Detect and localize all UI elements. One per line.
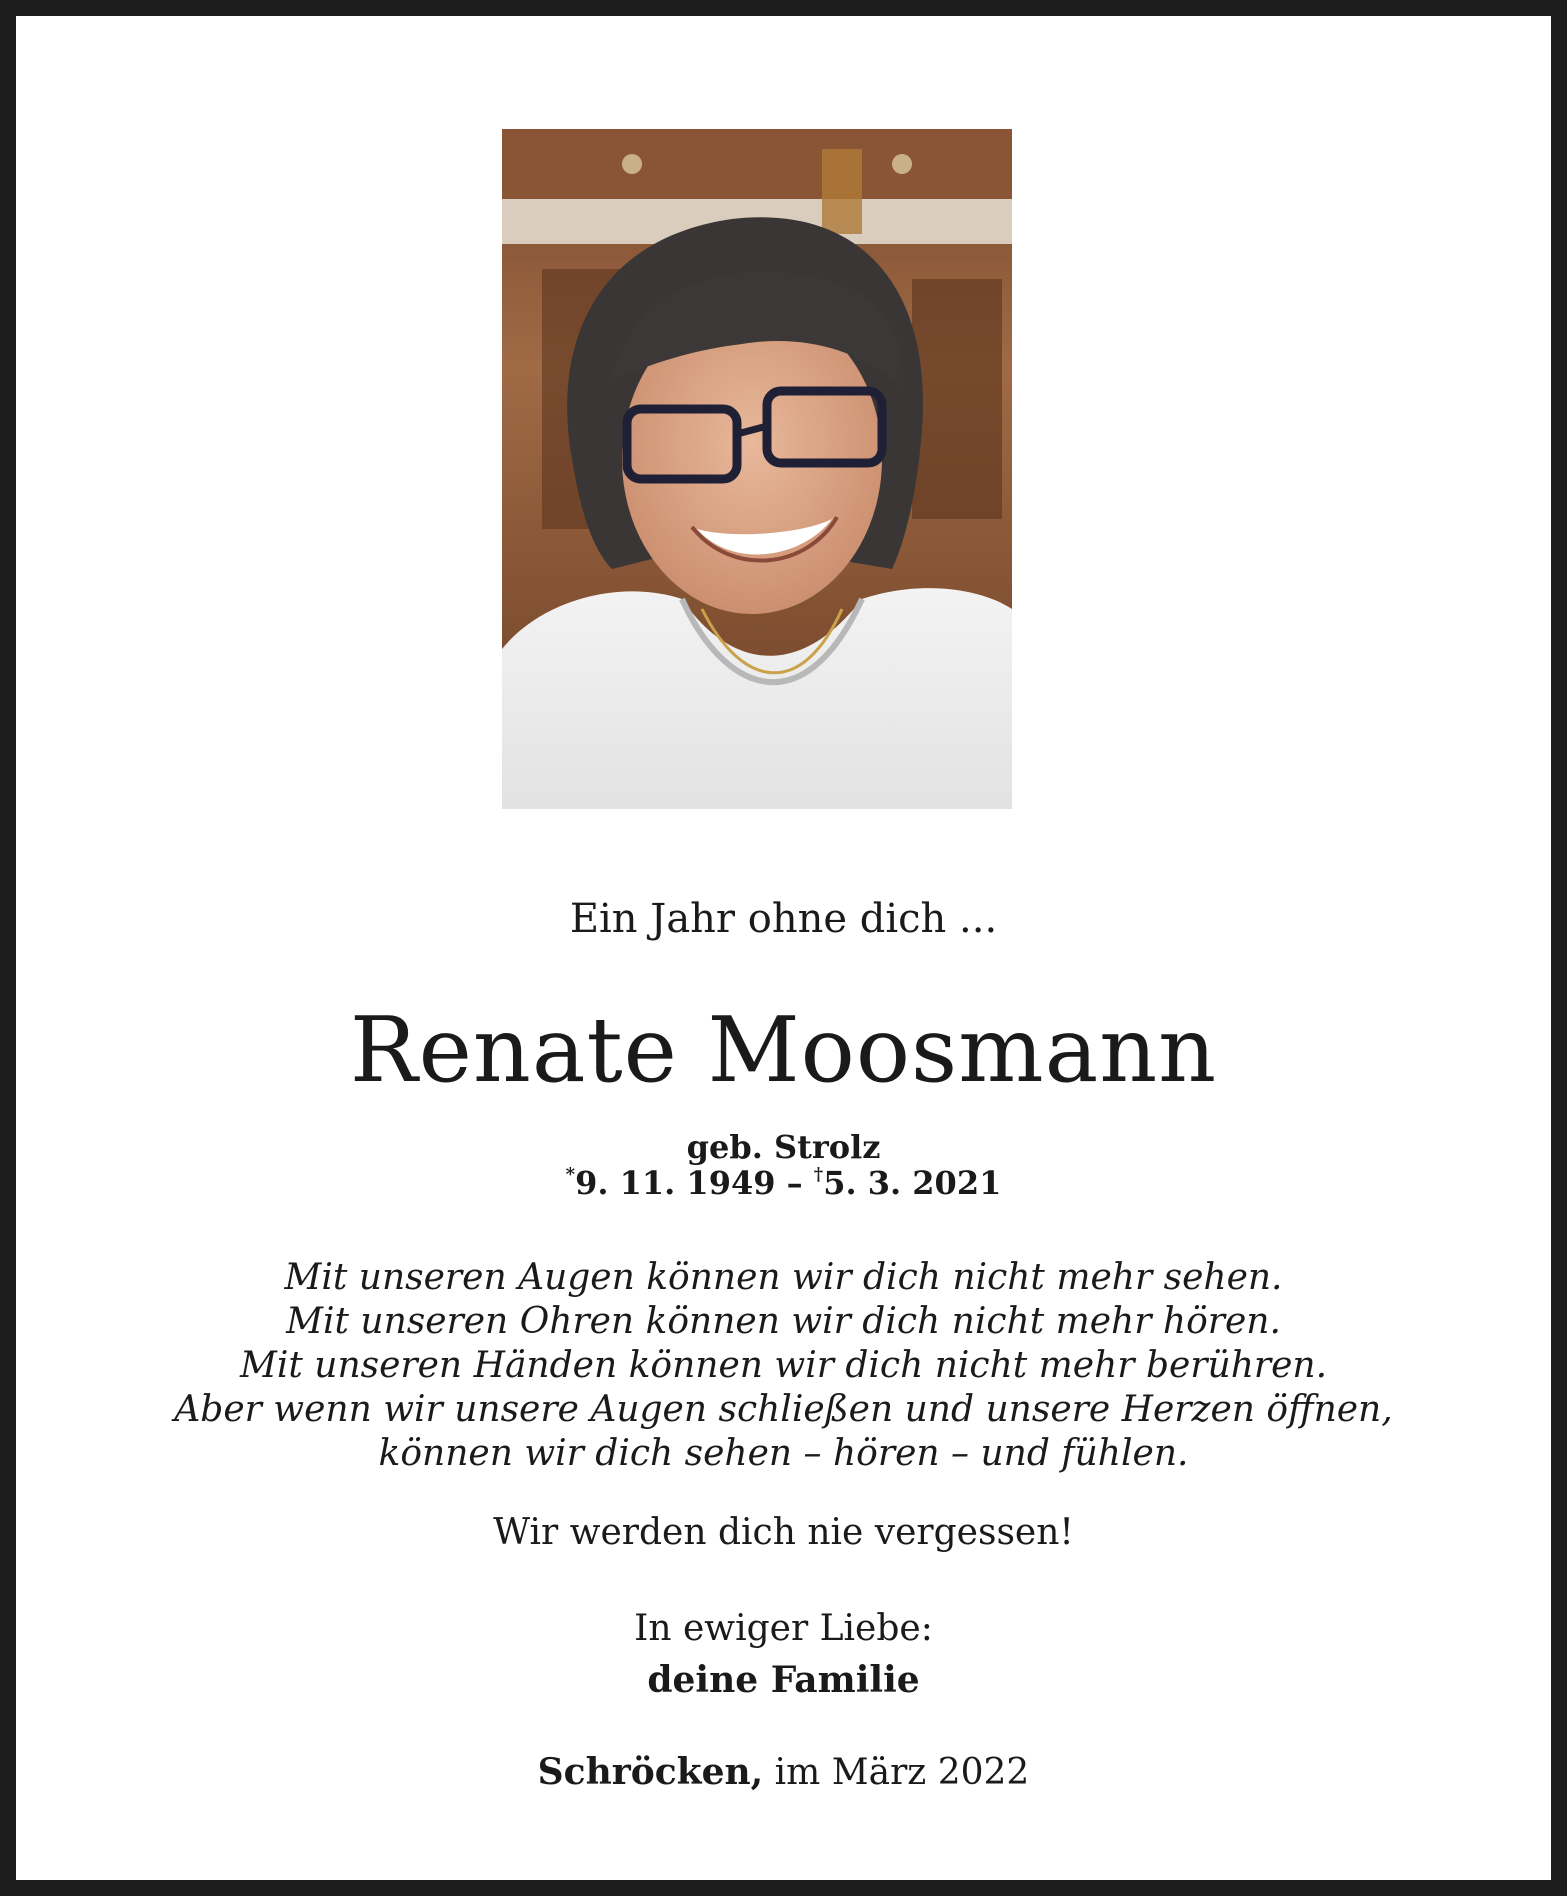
life-dates (16, 1164, 1551, 1202)
portrait-image (502, 129, 1012, 809)
maiden-name: geb. Strolz (686, 1128, 881, 1166)
poem-line: Mit unseren Händen können wir dich nicht mehr berühren. (239, 1345, 1328, 1386)
obituary-content (16, 16, 1551, 1880)
birth-date: 9. 11. 1949 (575, 1164, 776, 1202)
birth-symbol: * (565, 1164, 576, 1185)
portrait-photo (502, 129, 1012, 809)
family-signature: deine Familie (647, 1659, 920, 1701)
place-date-line (16, 1751, 1551, 1793)
intro-line: Ein Jahr ohne dich ... (569, 896, 998, 942)
poem-line: Mit unseren Augen können wir dich nicht mehr sehen. (284, 1257, 1283, 1298)
death-date: 5. 3. 2021 (823, 1164, 1002, 1202)
deceased-name: Renate Moosmann (349, 998, 1218, 1103)
love-line: In ewiger Liebe: (634, 1608, 933, 1649)
never-forget-line: Wir werden dich nie vergessen! (493, 1512, 1074, 1553)
place-name: Schröcken, (537, 1751, 764, 1793)
date-separator: – (775, 1164, 814, 1202)
poem-line: Aber wenn wir unsere Augen schließen und unsere Herzen öffnen, (174, 1389, 1393, 1430)
poem-line: Mit unseren Ohren können wir dich nicht mehr hören. (286, 1301, 1281, 1342)
death-symbol: † (813, 1164, 824, 1185)
date-line: im März 2022 (763, 1752, 1030, 1793)
poem (16, 1256, 1551, 1476)
poem-line: können wir dich sehen – hören – und fühlen. (378, 1433, 1189, 1474)
